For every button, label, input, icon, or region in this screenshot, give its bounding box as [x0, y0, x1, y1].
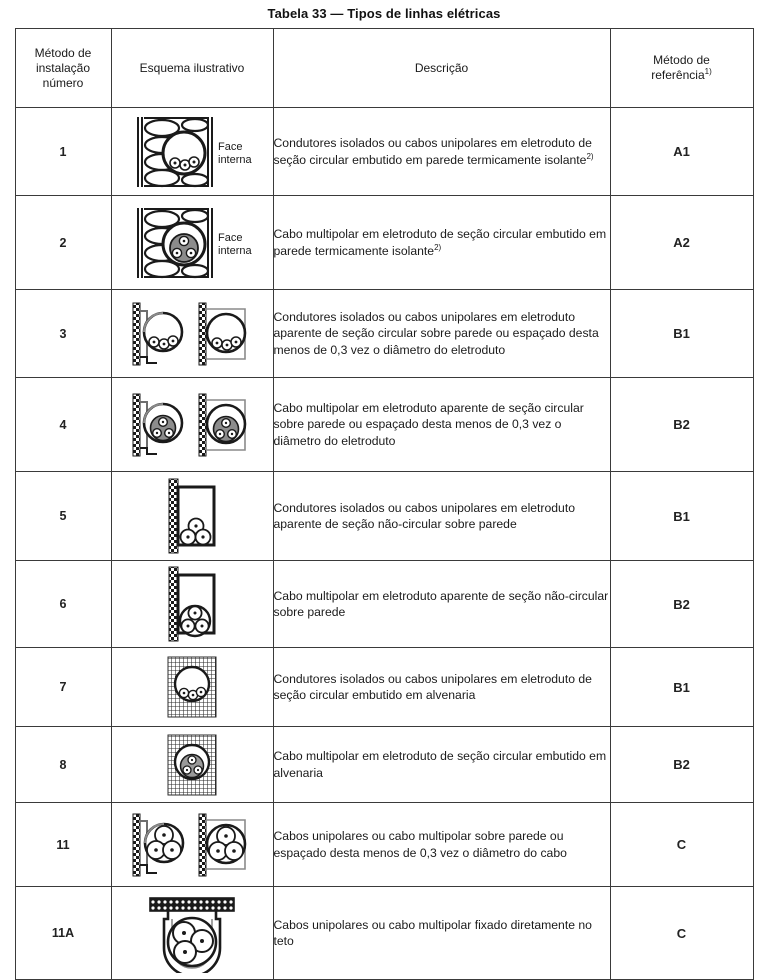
cell-illustration [111, 472, 273, 561]
cell-reference-method: B1 [610, 648, 753, 727]
cell-method-number: 11 [15, 803, 111, 887]
header-installation-method-line2: instalação [35, 60, 91, 75]
table-row [15, 561, 753, 648]
masonry-embedded-conduit-unipolar-icon [147, 654, 237, 720]
cell-description [273, 196, 610, 290]
footnote-marker-2: 2) [586, 151, 594, 161]
cell-description [273, 803, 610, 887]
cell-description [273, 378, 610, 472]
cell-reference-method: B1 [610, 290, 753, 378]
table-row [15, 472, 753, 561]
figure-label-line2: interna [218, 153, 252, 166]
description-text: Cabo multipolar em eletroduto de seção circular embutido em alvenaria [273, 749, 607, 780]
surface-noncircular-conduit-unipolar-icon [147, 477, 237, 555]
cell-illustration [111, 561, 273, 648]
cell-description [273, 561, 610, 648]
header-installation-method-line3: número [42, 75, 84, 90]
description-text: Condutores isolados ou cabos unipolares em eletroduto de seção circular embutido em parede termicamente isolante [273, 136, 592, 167]
footnote-marker-1: 1) [704, 67, 712, 76]
cell-illustration [111, 290, 273, 378]
description-text: Condutores isolados ou cabos unipolares em eletroduto aparente de seção circular sobre parede ou espaçado desta menos de 0,3 vez o diâmetro do eletroduto [273, 310, 599, 357]
cell-method-number: 6 [15, 561, 111, 648]
cell-reference-method: A2 [610, 196, 753, 290]
cell-reference-method: B1 [610, 472, 753, 561]
footnote-marker-2: 2) [434, 242, 442, 252]
table-row [15, 803, 753, 887]
cell-method-number: 11A [15, 887, 111, 980]
figure-wall-insulation-conduit-multipolar [112, 205, 273, 281]
cell-illustration [111, 727, 273, 803]
installation-methods-table [15, 28, 754, 980]
surface-round-conduit-multipolar-icon [127, 390, 257, 460]
figure-masonry-embedded-conduit-unipolar [112, 654, 273, 720]
cell-method-number: 7 [15, 648, 111, 727]
table-header [15, 29, 753, 108]
header-installation-method-line1: Método de [34, 45, 92, 60]
cell-illustration [111, 378, 273, 472]
surface-noncircular-conduit-multipolar-icon [147, 565, 237, 643]
header-reference-method-line1: Método de [653, 53, 710, 67]
header-reference-method [610, 29, 753, 108]
cell-method-number: 8 [15, 727, 111, 803]
cell-description [273, 290, 610, 378]
header-description: Descrição [273, 29, 610, 108]
cell-method-number: 1 [15, 108, 111, 196]
figure-masonry-embedded-conduit-multipolar [112, 732, 273, 798]
cell-illustration [111, 803, 273, 887]
description-text: Cabos unipolares ou cabo multipolar fixado diretamente no teto [273, 917, 592, 948]
figure-cable-on-ceiling [112, 893, 273, 973]
table-row [15, 727, 753, 803]
table-row [15, 196, 753, 290]
surface-round-conduit-unipolar-icon [127, 299, 257, 369]
cell-illustration [111, 648, 273, 727]
table-row [15, 887, 753, 980]
cell-method-number: 4 [15, 378, 111, 472]
cell-illustration [111, 196, 273, 290]
description-text: Cabos unipolares ou cabo multipolar sobre parede ou espaçado desta menos de 0,3 vez o diâmetro do cabo [273, 829, 567, 860]
figure-surface-noncircular-conduit-unipolar [112, 477, 273, 555]
cell-reference-method: B2 [610, 727, 753, 803]
table-row [15, 648, 753, 727]
page-title: Tabela 33 — Tipos de linhas elétricas [267, 6, 501, 21]
cell-illustration [111, 887, 273, 980]
cell-reference-method: A1 [610, 108, 753, 196]
header-reference-method-line2 [611, 68, 753, 83]
wall-insulation-conduit-multipolar-icon [132, 205, 252, 281]
table-row [15, 108, 753, 196]
header-illustrative-scheme: Esquema ilustrativo [111, 29, 273, 108]
figure-surface-round-conduit-multipolar [112, 390, 273, 460]
figure-label-line1: Face [218, 231, 243, 244]
description-text: Condutores isolados ou cabos unipolares em eletroduto aparente de seção não-circular sobre parede [273, 500, 575, 531]
figure-surface-round-conduit-unipolar [112, 299, 273, 369]
cell-method-number: 5 [15, 472, 111, 561]
description-text: Condutores isolados ou cabos unipolares em eletroduto de seção circular embutido em alvenaria [273, 671, 592, 702]
header-reference-method-text: referência [651, 68, 705, 82]
figure-cable-on-wall [112, 811, 273, 879]
cell-description [273, 727, 610, 803]
cell-reference-method: C [610, 887, 753, 980]
figure-label-line1: Face [218, 140, 243, 153]
cell-description [273, 887, 610, 980]
wall-insulation-conduit-unipolar-icon [132, 114, 252, 190]
table-row [15, 378, 753, 472]
description-text: Cabo multipolar em eletroduto de seção circular embutido em parede termicamente isolante [273, 227, 607, 258]
cell-method-number: 2 [15, 196, 111, 290]
figure-surface-noncircular-conduit-multipolar [112, 565, 273, 643]
cell-description [273, 108, 610, 196]
cell-description [273, 472, 610, 561]
cell-reference-method: B2 [610, 378, 753, 472]
cell-illustration [111, 108, 273, 196]
cell-reference-method: B2 [610, 561, 753, 648]
cell-description [273, 648, 610, 727]
masonry-embedded-conduit-multipolar-icon [147, 732, 237, 798]
cell-reference-method: C [610, 803, 753, 887]
figure-label-line2: interna [218, 244, 252, 257]
table-row [15, 290, 753, 378]
description-text: Cabo multipolar em eletroduto aparente de seção não-circular sobre parede [273, 588, 609, 619]
table-header-row [15, 29, 753, 108]
header-installation-method [15, 29, 111, 108]
figure-wall-insulation-conduit-unipolar [112, 114, 273, 190]
cell-method-number: 3 [15, 290, 111, 378]
table-body [15, 108, 753, 980]
description-text: Cabo multipolar em eletroduto aparente de seção circular sobre parede ou espaçado desta menos de 0,3 vez o diâmetro do eletroduto [273, 401, 584, 448]
cable-on-wall-icon [127, 811, 257, 879]
cable-on-ceiling-icon [132, 893, 252, 973]
